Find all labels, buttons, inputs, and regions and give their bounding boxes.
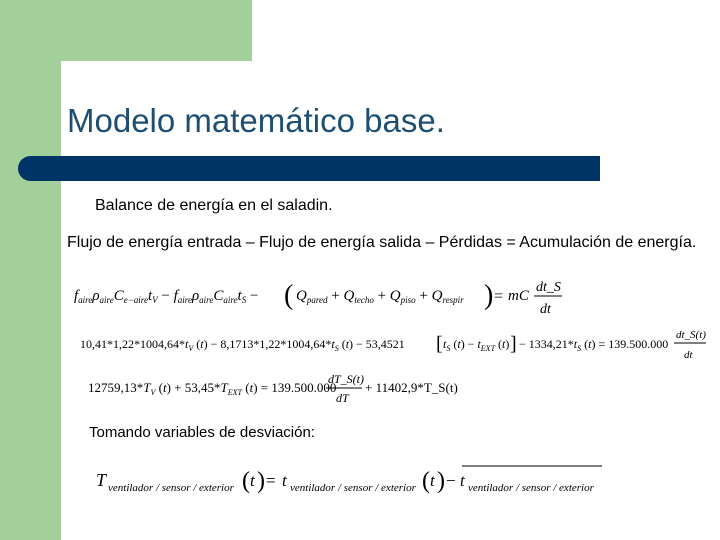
green-band-left <box>0 61 61 540</box>
svg-text:+ 11402,9*T_S(t): + 11402,9*T_S(t) <box>365 380 458 395</box>
svg-text:− 1334,21*tS (t) = 139.500.000: − $1334,21*t_S$ (t) = 139.500.000 <box>519 337 669 353</box>
green-band-top <box>0 0 252 61</box>
svg-text:t: t <box>250 471 255 490</box>
svg-text:]: ] <box>510 333 517 355</box>
svg-text:T: T <box>96 470 107 490</box>
svg-text:ventilador / sensor / exterior: ventilador / sensor / exterior <box>108 482 234 494</box>
svg-text:faireρaireCe−airetV − faireρai: $f_{aire}\rho_{aire}C_{e-aire}t_V - f_{aire}\rho_{aire}C_{aire}t_S$ − <box>74 288 259 305</box>
svg-text:(: ( <box>422 468 430 494</box>
energy-balance-statement: Flujo de energía entrada – Flujo de energía salida – Pérdidas = Acumulación de energía. <box>67 234 697 251</box>
svg-text:[: [ <box>436 333 443 355</box>
content-corner <box>61 61 101 101</box>
svg-text:10,41*1,22*1004,64*tV (t) − 8,: $10,41*1,22*1004,64*t_V$ $(t) - 8,1713*1,22*1004,64*t_S$ (t) − 53,4521 <box>80 337 405 353</box>
svg-text:): ) <box>257 468 265 494</box>
svg-text:t: t <box>282 471 287 490</box>
svg-text:(: ( <box>242 468 250 494</box>
svg-text:dt_S(t): dt_S(t) <box>676 329 706 341</box>
svg-text:(: ( <box>284 280 294 311</box>
svg-text:): ) <box>437 468 445 494</box>
svg-text:dt_S: dt_S <box>536 280 561 295</box>
equals-sign: = <box>494 288 504 305</box>
svg-text:dt: dt <box>540 302 551 317</box>
title-underline-bar <box>18 156 600 181</box>
slide-subtitle: Balance de energía en el saladin. <box>95 197 333 214</box>
svg-text:tS (t) − tEXT (t): $t_S$ $(t) - t_{EXT}$ (t) <box>443 337 510 353</box>
svg-text:12759,13*TV (t) + 53,45*TEXT (: $12759,13*T_V$ $(t) + 53,45*T_{EXT}$ (t) = 139.500.000 <box>88 380 337 397</box>
svg-text:t: t <box>460 471 465 490</box>
svg-text:Qpared + Qtecho + Qpiso + Qres: $Q_{pared} + Q_{techo} + Q_{piso} + Q_{respir}$ <box>296 288 464 305</box>
svg-text:t: t <box>430 471 435 490</box>
equation-deviation-variables <box>92 456 612 500</box>
svg-text:dt: dt <box>684 349 693 361</box>
svg-text:mC: mC <box>508 288 529 304</box>
svg-text:ventilador / sensor / exterior: ventilador / sensor / exterior <box>290 482 416 494</box>
slide-title: Modelo matemático base. <box>67 102 445 139</box>
svg-text:dT: dT <box>336 391 349 405</box>
svg-text:=: = <box>266 471 276 490</box>
equation-deviation-form <box>86 372 456 410</box>
svg-text:ventilador / sensor / exterior: ventilador / sensor / exterior <box>468 482 594 494</box>
deviation-variables-label: Tomando variables de desviación: <box>89 424 315 441</box>
svg-text:−: − <box>446 471 456 490</box>
svg-text:): ) <box>484 280 494 311</box>
svg-text:dT_S(t): dT_S(t) <box>328 372 364 386</box>
equation-numeric-balance <box>78 326 710 366</box>
equation-energy-balance <box>70 276 570 324</box>
